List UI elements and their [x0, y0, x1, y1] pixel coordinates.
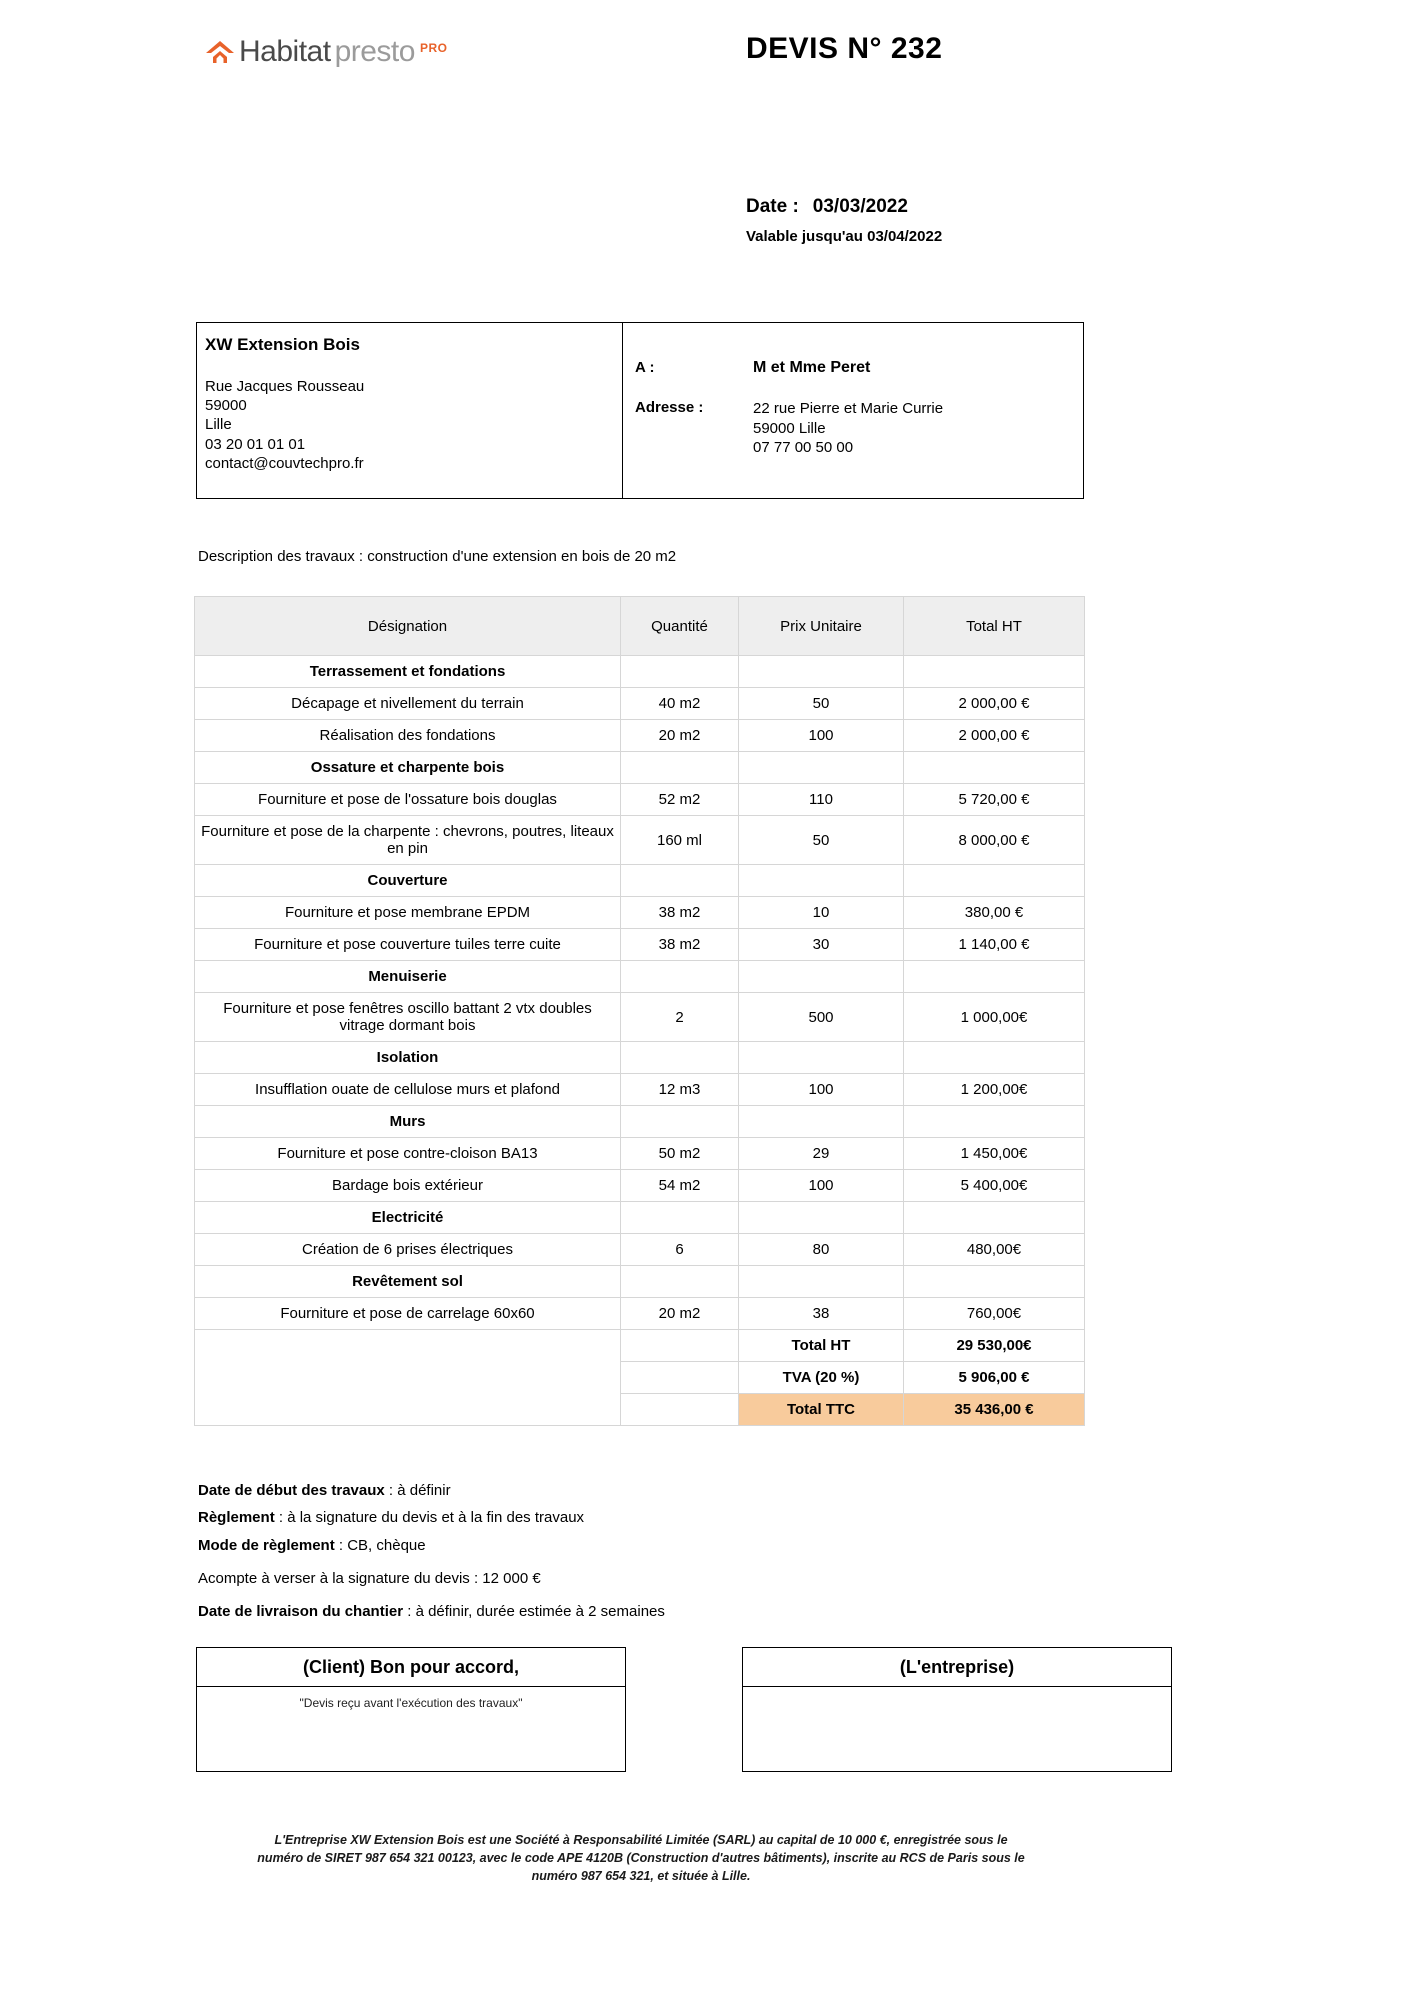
- cell-blank: [621, 1330, 739, 1362]
- cell-unit-price: [739, 865, 904, 897]
- cell-total-ht: 5 400,00€: [904, 1170, 1085, 1202]
- table-row: [195, 993, 1085, 1042]
- document-header: [190, 0, 1223, 150]
- column-header-designation: Désignation: [195, 597, 621, 656]
- table-row: [195, 1298, 1085, 1330]
- cell-total-ht: [904, 865, 1085, 897]
- term-delivery-label: Date de livraison du chantier: [198, 1603, 404, 1620]
- parties-info-box: [196, 322, 1084, 499]
- table-total-row: [195, 1362, 1085, 1394]
- cell-unit-price: 29: [739, 1138, 904, 1170]
- company-phone: 03 20 01 01 01: [205, 435, 306, 453]
- logo-word-secondary: presto: [334, 35, 415, 68]
- company-info-panel: [197, 323, 623, 498]
- cell-designation: Couverture: [195, 865, 621, 897]
- cell-total-ht: [904, 1202, 1085, 1234]
- cell-quantity: 2: [621, 993, 739, 1042]
- cell-designation: Electricité: [195, 1202, 621, 1234]
- date-label: Date :: [746, 196, 799, 217]
- cell-total-ht: 480,00€: [904, 1234, 1085, 1266]
- client-name-row: [635, 359, 1083, 377]
- cell-total-ht: 1 200,00€: [904, 1074, 1085, 1106]
- cell-total-value: 5 906,00 €: [904, 1362, 1085, 1394]
- client-to-label: A :: [635, 359, 655, 376]
- term-deposit: Acompte à verser à la signature du devis : 12 000 €: [198, 1569, 541, 1587]
- cell-unit-price: 50: [739, 816, 904, 865]
- cell-unit-price: [739, 961, 904, 993]
- cell-unit-price: 500: [739, 993, 904, 1042]
- term-start-date: [198, 1481, 665, 1501]
- cell-total-ht: 1 450,00€: [904, 1138, 1085, 1170]
- terms-block: [198, 1481, 665, 1629]
- table-row: [195, 1234, 1085, 1266]
- cell-total-ht: 380,00 €: [904, 897, 1085, 929]
- cell-total-ht: 8 000,00 €: [904, 816, 1085, 865]
- cell-unit-price: [739, 1106, 904, 1138]
- term-delivery-value: : à définir, durée estimée à 2 semaines: [403, 1603, 665, 1620]
- page-title: DEVIS N° 232: [746, 32, 943, 65]
- cell-unit-price: 38: [739, 1298, 904, 1330]
- company-street: Rue Jacques Rousseau: [205, 378, 365, 395]
- client-name: M et Mme Peret: [753, 359, 871, 376]
- table-row: [195, 720, 1085, 752]
- table-row: [195, 897, 1085, 929]
- cell-total-ht: [904, 752, 1085, 784]
- column-header-quantity: Quantité: [621, 597, 739, 656]
- table-section-row: [195, 752, 1085, 784]
- cell-quantity: 38 m2: [621, 897, 739, 929]
- cell-total-ht: 1 140,00 €: [904, 929, 1085, 961]
- table-section-row: [195, 1202, 1085, 1234]
- cell-unit-price: 80: [739, 1234, 904, 1266]
- client-signature-note: "Devis reçu avant l'exécution des travaux": [299, 1696, 523, 1710]
- cell-designation: Fourniture et pose de l'ossature bois douglas: [195, 784, 621, 816]
- cell-quantity: [621, 1106, 739, 1138]
- cell-unit-price: 100: [739, 720, 904, 752]
- client-address-label: Adresse :: [635, 399, 704, 416]
- cell-quantity: [621, 865, 739, 897]
- client-signature-box[interactable]: [196, 1647, 626, 1772]
- cell-designation: Bardage bois extérieur: [195, 1170, 621, 1202]
- cell-unit-price: 100: [739, 1074, 904, 1106]
- cell-designation: Réalisation des fondations: [195, 720, 621, 752]
- company-signature-title: (L'entreprise): [743, 1648, 1171, 1687]
- cell-total-label: Total TTC: [739, 1394, 904, 1426]
- cell-designation: Insufflation ouate de cellulose murs et plafond: [195, 1074, 621, 1106]
- cell-designation: Menuiserie: [195, 961, 621, 993]
- table-header-row: [195, 597, 1085, 656]
- cell-total-ht: [904, 1266, 1085, 1298]
- cell-total-ht: [904, 1106, 1085, 1138]
- validity-text: Valable jusqu'au 03/04/2022: [746, 228, 943, 245]
- client-address-line-1: 22 rue Pierre et Marie Currie: [753, 400, 944, 417]
- company-signature-note: [743, 1687, 1171, 1696]
- cell-quantity: 6: [621, 1234, 739, 1266]
- cell-unit-price: 110: [739, 784, 904, 816]
- term-delivery: [198, 1602, 665, 1622]
- cell-designation: Isolation: [195, 1042, 621, 1074]
- cell-designation: Fourniture et pose de carrelage 60x60: [195, 1298, 621, 1330]
- client-info-panel: [623, 323, 1083, 498]
- cell-designation: Terrassement et fondations: [195, 656, 621, 688]
- habitatpresto-logo: [205, 35, 447, 69]
- cell-quantity: [621, 752, 739, 784]
- cell-quantity: [621, 1202, 739, 1234]
- cell-unit-price: [739, 1266, 904, 1298]
- term-payment-method-value: : CB, chèque: [334, 1536, 426, 1554]
- term-start-date-value: : à définir: [384, 1482, 451, 1499]
- client-address-line-3: 07 77 00 50 00: [753, 439, 854, 456]
- client-address-row: [635, 399, 1083, 458]
- cell-designation: Fourniture et pose fenêtres oscillo battant 2 vtx doubles vitrage dormant bois: [195, 993, 621, 1042]
- cell-unit-price: 10: [739, 897, 904, 929]
- cell-quantity: [621, 1042, 739, 1074]
- table-header: [195, 597, 1085, 656]
- cell-quantity: 40 m2: [621, 688, 739, 720]
- cell-quantity: [621, 961, 739, 993]
- table-section-row: [195, 1106, 1085, 1138]
- table-section-row: [195, 1266, 1085, 1298]
- works-description: Description des travaux : construction d'une extension en bois de 20 m2: [198, 548, 677, 565]
- term-payment-method-label: Mode de règlement: [198, 1536, 335, 1554]
- cell-unit-price: 100: [739, 1170, 904, 1202]
- cell-designation: Fourniture et pose membrane EPDM: [195, 897, 621, 929]
- table-section-row: [195, 656, 1085, 688]
- quote-date-row: [746, 196, 942, 218]
- term-payment-label: Règlement: [198, 1509, 275, 1527]
- column-header-unit-price: Prix Unitaire: [739, 597, 904, 656]
- cell-blank: [621, 1394, 739, 1426]
- company-postal-code: 59000: [205, 397, 247, 415]
- cell-quantity: 52 m2: [621, 784, 739, 816]
- company-city: Lille: [205, 416, 232, 434]
- cell-total-ht: [904, 1042, 1085, 1074]
- cell-quantity: 12 m3: [621, 1074, 739, 1106]
- cell-quantity: [621, 656, 739, 688]
- cell-unit-price: [739, 1202, 904, 1234]
- cell-blank: [621, 1362, 739, 1394]
- table-row: [195, 1138, 1085, 1170]
- table-section-row: [195, 865, 1085, 897]
- company-email: contact@couvtechpro.fr: [205, 454, 364, 472]
- cell-total-label: Total HT: [739, 1330, 904, 1362]
- table-row: [195, 784, 1085, 816]
- cell-designation: Création de 6 prises électriques: [195, 1234, 621, 1266]
- client-signature-title: (Client) Bon pour accord,: [197, 1648, 625, 1687]
- table-total-row: [195, 1330, 1085, 1362]
- cell-quantity: 20 m2: [621, 1298, 739, 1330]
- term-payment-value: : à la signature du devis et à la fin des travaux: [274, 1509, 585, 1527]
- cell-unit-price: [739, 1042, 904, 1074]
- cell-quantity: 20 m2: [621, 720, 739, 752]
- client-address-line-2: 59000 Lille: [753, 419, 826, 437]
- cell-unit-price: 50: [739, 688, 904, 720]
- table-body: [195, 656, 1085, 1426]
- cell-total-ht: 2 000,00 €: [904, 688, 1085, 720]
- cell-designation: Revêtement sol: [195, 1266, 621, 1298]
- cell-total-ht: [904, 656, 1085, 688]
- client-address-block: [753, 399, 943, 458]
- table-section-row: [195, 961, 1085, 993]
- cell-designation: Ossature et charpente bois: [195, 752, 621, 784]
- cell-quantity: [621, 1266, 739, 1298]
- cell-total-ht: 760,00€: [904, 1298, 1085, 1330]
- term-payment-method: [198, 1536, 665, 1556]
- cell-unit-price: 30: [739, 929, 904, 961]
- cell-designation: Murs: [195, 1106, 621, 1138]
- cell-unit-price: [739, 656, 904, 688]
- term-payment: [198, 1508, 665, 1528]
- cell-unit-price: [739, 752, 904, 784]
- term-start-date-label: Date de début des travaux: [198, 1482, 385, 1499]
- logo-pro-badge: PRO: [419, 41, 448, 55]
- cell-total-label: TVA (20 %): [739, 1362, 904, 1394]
- table-row: [195, 816, 1085, 865]
- table-total-row: [195, 1394, 1085, 1426]
- legal-footer: [196, 1831, 1086, 1885]
- cell-designation: Fourniture et pose couverture tuiles terre cuite: [195, 929, 621, 961]
- company-name: XW Extension Bois: [205, 335, 360, 354]
- cell-spacer: [195, 1362, 621, 1394]
- cell-total-value: 35 436,00 €: [904, 1394, 1085, 1426]
- legal-footer-line-1: L'Entreprise XW Extension Bois est une Société à Responsabilité Limitée (SARL) au capital de 10 000 €, enregistrée sous le: [274, 1833, 1008, 1847]
- cell-spacer: [195, 1330, 621, 1362]
- legal-footer-line-2: numéro de SIRET 987 654 321 00123, avec le code APE 4120B (Construction d'autres bâtiments), inscrite au RCS de Paris sous le: [257, 1851, 1025, 1866]
- table-row: [195, 1074, 1085, 1106]
- cell-designation: Fourniture et pose contre-cloison BA13: [195, 1138, 621, 1170]
- table-row: [195, 929, 1085, 961]
- table-section-row: [195, 1042, 1085, 1074]
- logo-word-primary: Habitat: [239, 35, 331, 68]
- table-row: [195, 688, 1085, 720]
- column-header-total-ht: Total HT: [904, 597, 1085, 656]
- cell-designation: Décapage et nivellement du terrain: [195, 688, 621, 720]
- house-chevron-icon: [205, 37, 235, 67]
- company-signature-box[interactable]: [742, 1647, 1172, 1772]
- date-block: [746, 196, 942, 245]
- cell-quantity: 54 m2: [621, 1170, 739, 1202]
- cell-spacer: [195, 1394, 621, 1426]
- quote-line-items-table: [194, 596, 1085, 1426]
- legal-footer-line-3: numéro 987 654 321, et située à Lille.: [531, 1869, 751, 1884]
- cell-total-ht: 2 000,00 €: [904, 720, 1085, 752]
- date-value: 03/03/2022: [812, 196, 908, 217]
- cell-total-ht: 5 720,00 €: [904, 784, 1085, 816]
- cell-total-ht: 1 000,00€: [904, 993, 1085, 1042]
- cell-quantity: 38 m2: [621, 929, 739, 961]
- cell-quantity: 160 ml: [621, 816, 739, 865]
- cell-total-value: 29 530,00€: [904, 1330, 1085, 1362]
- cell-designation: Fourniture et pose de la charpente : chevrons, poutres, liteaux en pin: [195, 816, 621, 865]
- cell-quantity: 50 m2: [621, 1138, 739, 1170]
- table-row: [195, 1170, 1085, 1202]
- cell-total-ht: [904, 961, 1085, 993]
